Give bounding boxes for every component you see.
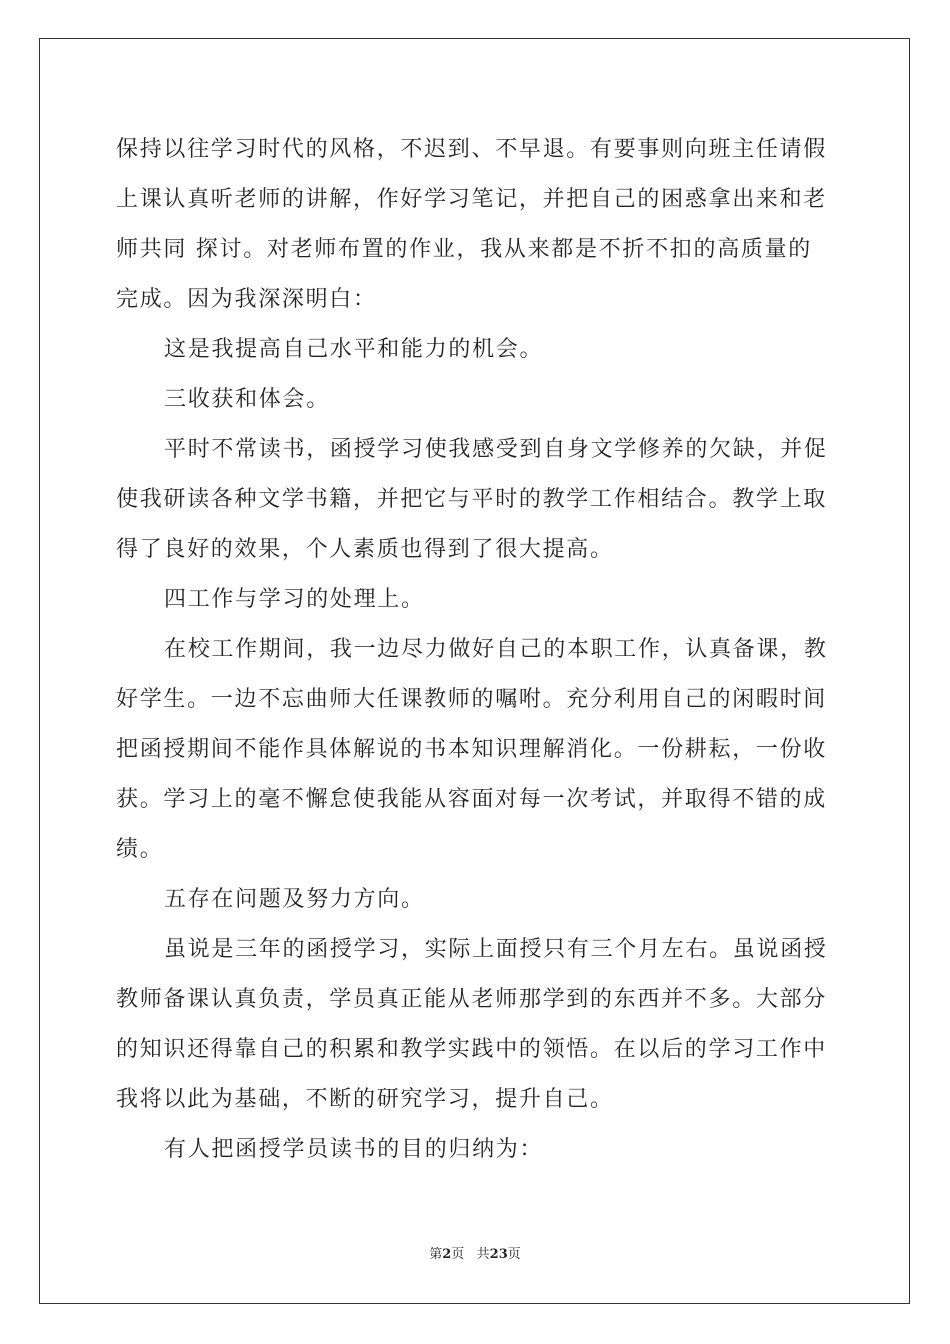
text-line: 师共同 探讨。对老师布置的作业，我从来都是不折不扣的高质量的 [116, 237, 812, 262]
text-line: 虽说是三年的函授学习，实际上面授只有三个月左右。虽说函授 [164, 937, 828, 962]
text-line: 有人把函授学员读书的目的归纳为： [164, 1137, 544, 1162]
text-line: 得了良好的效果，个人素质也得到了很大提高。 [116, 537, 614, 562]
text-line: 的知识还得靠自己的积累和教学实践中的领悟。在以后的学习工作中 [116, 1037, 828, 1062]
footer-page-suffix: 页 共 [451, 1247, 490, 1262]
text-line: 绩。 [116, 837, 164, 862]
text-line: 平时不常读书，函授学习使我感受到自身文学修养的欠缺，并促 [164, 437, 828, 462]
footer-total-suffix: 页 [507, 1247, 521, 1262]
total-pages-number: 23 [489, 1247, 508, 1262]
text-line: 完成。因为我深深明白： [116, 287, 377, 312]
text-line: 教师备课认真负责，学员真正能从老师那学到的东西并不多。大部分 [116, 987, 828, 1012]
text-line: 获。学习上的毫不懈怠使我能从容面对每一次考试，并取得不错的成 [116, 787, 828, 812]
text-line: 好学生。一边不忘曲师大任课教师的嘱咐。充分利用自己的闲暇时间 [116, 687, 828, 712]
text-line: 我将以此为基础，不断的研究学习，提升自己。 [116, 1087, 614, 1112]
section-heading: 五存在问题及努力方向。 [164, 887, 425, 912]
text-line: 把函授期间不能作具体解说的书本知识理解消化。一份耕耘，一份收 [116, 737, 828, 762]
footer-prefix: 第 [429, 1247, 443, 1262]
page-footer [0, 1243, 950, 1267]
text-line: 使我研读各种文学书籍，并把它与平时的教学工作相结合。教学上取 [116, 487, 828, 512]
current-page-number: 2 [442, 1247, 452, 1262]
text-line: 保持以往学习时代的风格，不迟到、不早退。有要事则向班主任请假 [116, 137, 828, 162]
section-heading: 四工作与学习的处理上。 [164, 587, 425, 612]
text-line: 上课认真听老师的讲解，作好学习笔记，并把自己的困惑拿出来和老 [116, 187, 828, 212]
text-line: 在校工作期间，我一边尽力做好自己的本职工作，认真备课，教 [164, 637, 828, 662]
text-line: 这是我提高自己水平和能力的机会。 [164, 337, 544, 362]
section-heading: 三收获和体会。 [164, 387, 330, 412]
